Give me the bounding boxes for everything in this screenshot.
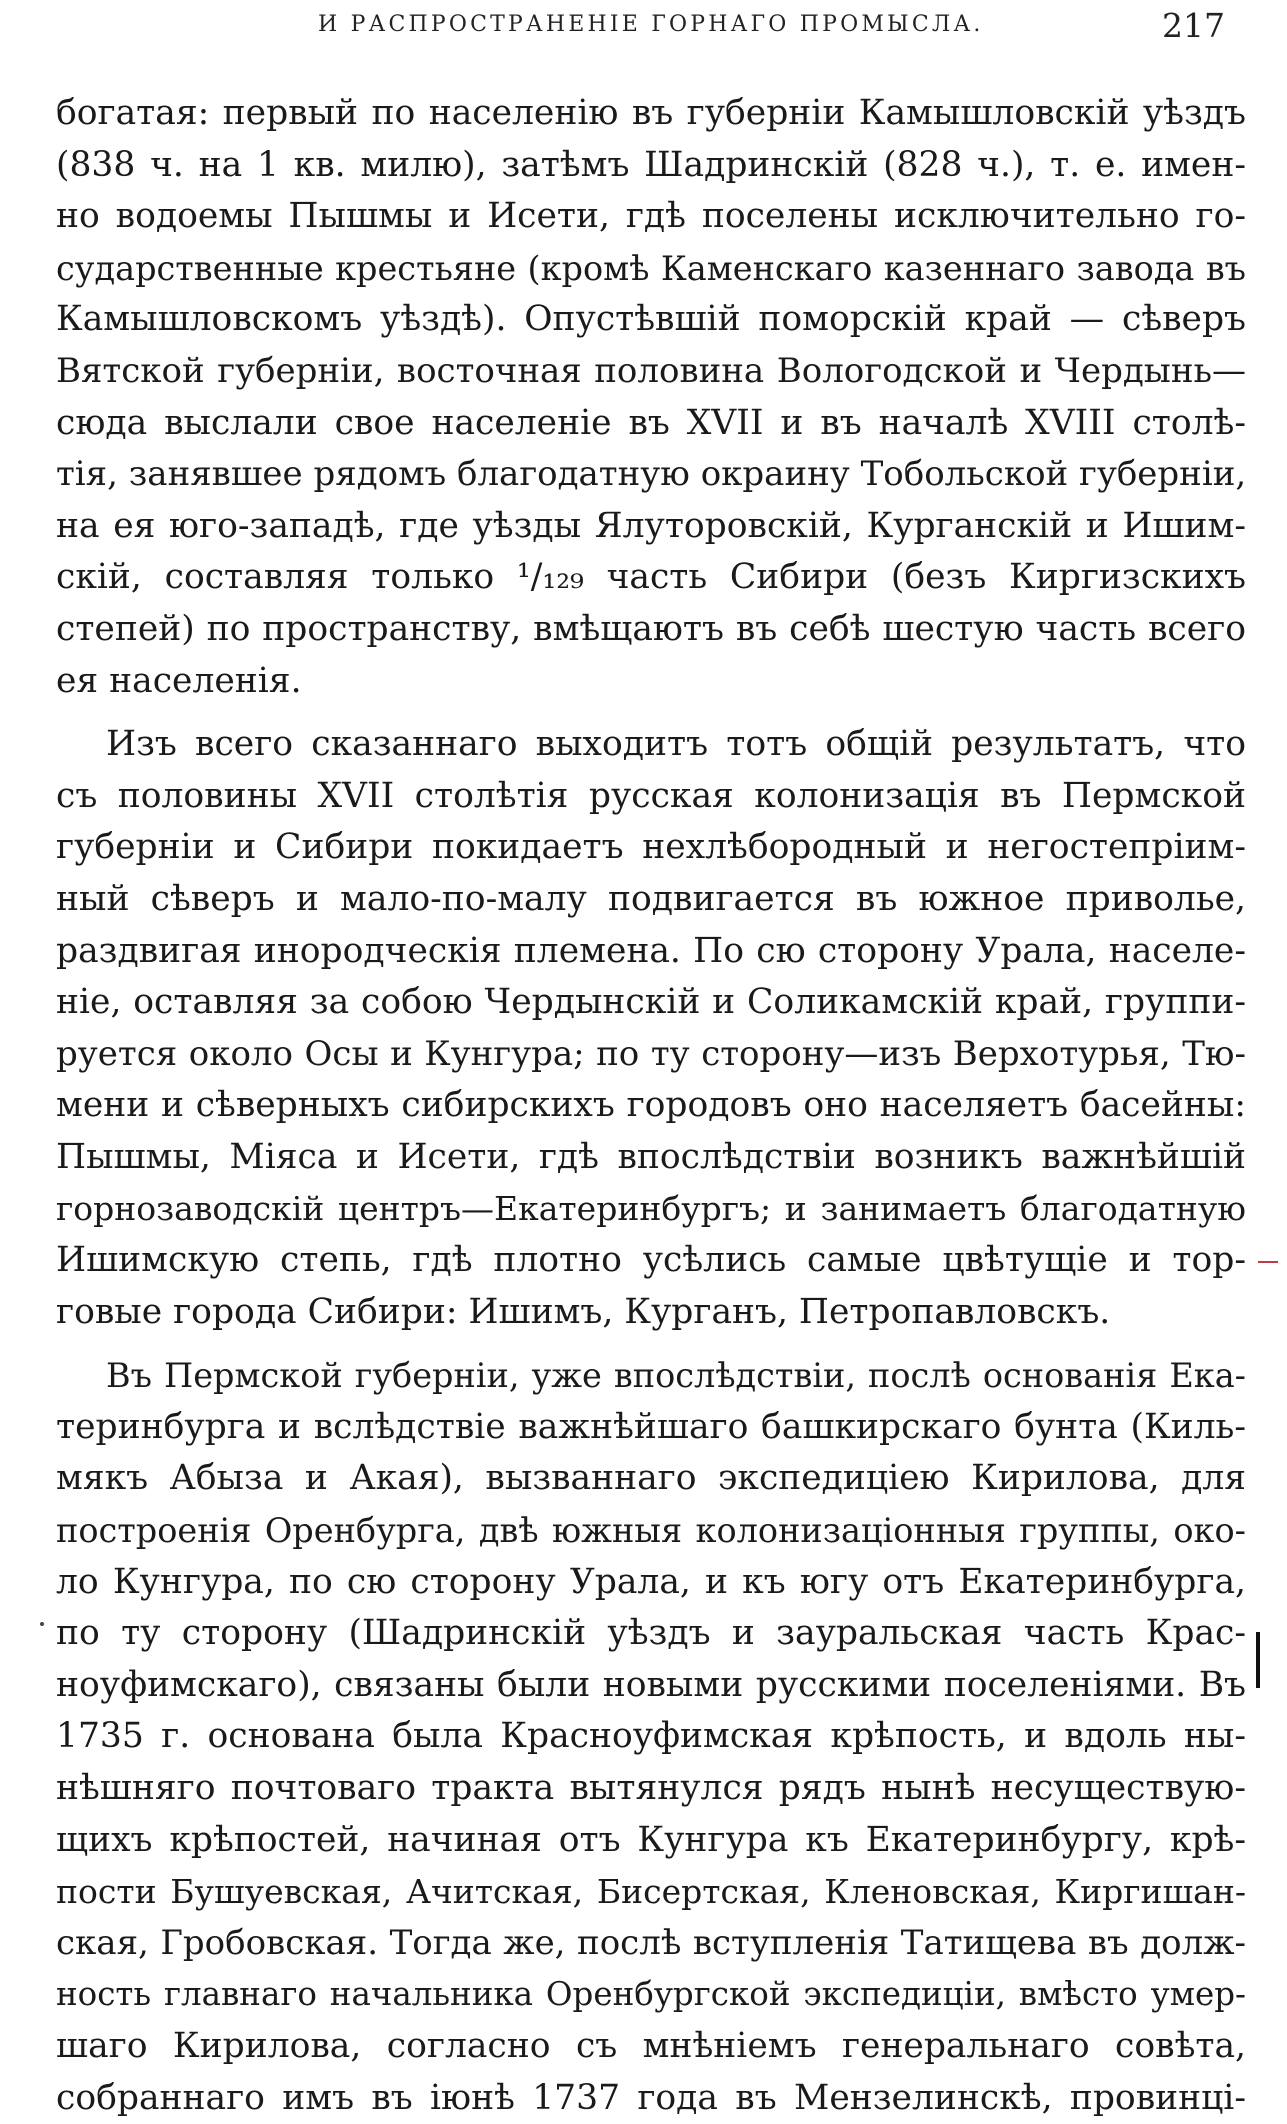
text-line: губерніи и Сибири покидаетъ нехлѣбородный и негостепріим-: [56, 827, 1246, 868]
text-line: нѣшняго почтоваго тракта вытянулся рядъ нынѣ несуществую-: [56, 1768, 1246, 1808]
text-line: Камышловскомъ уѣздѣ). Опустѣвшій поморскій край — сѣверъ: [56, 299, 1246, 340]
running-header: И РАСПРОСТРАНЕНІЕ ГОРНАГО ПРОМЫСЛА.: [318, 12, 984, 37]
margin-dot-mark: [40, 1622, 44, 1626]
text-line: щихъ крѣпостей, начиная отъ Кунгура къ Екатеринбургу, крѣ-: [56, 1819, 1246, 1860]
text-line: 1735 г. основана была Красноуфимская крѣпость, и вдоль ны-: [56, 1716, 1246, 1757]
text-line: теринбурга и вслѣдствіе важнѣйшаго башкирскаго бунта (Киль-: [56, 1406, 1246, 1447]
text-line: ло Кунгура, по сю сторону Урала, и къ югу отъ Екатеринбурга,: [56, 1561, 1246, 1602]
text-line: степей) по пространству, вмѣщаютъ въ себѣ шестую часть всего: [56, 608, 1246, 649]
text-line: тія, занявшее рядомъ благодатную окраину Тобольской губерніи,: [56, 454, 1247, 495]
page-number: 217: [1162, 6, 1225, 45]
text-line: богатая: первый по населенію въ губерніи Камышловскій уѣздъ: [56, 93, 1246, 133]
text-line: съ половины XVII столѣтія русская колонизація въ Пермской: [56, 775, 1246, 816]
text-line: собраннаго имъ въ іюнѣ 1737 года въ Мензелинскѣ, провинці-: [56, 2077, 1246, 2118]
margin-bar-mark: [1256, 1632, 1260, 1688]
text-line: руется около Осы и Кунгура; по ту сторону—изъ Верхотурья, Тю-: [56, 1033, 1246, 1074]
text-line: ская, Гробовская. Тогда же, послѣ вступленія Татищева въ долж-: [56, 1922, 1246, 1963]
text-line: ность главнаго начальника Оренбургской экспедиціи, вмѣсто умер-: [56, 1975, 1246, 2014]
text-line: раздвигая инородческія племена. По сю сторону Урала, населе-: [56, 930, 1246, 971]
text-line: Вятской губерніи, восточная половина Вологодской и Чердынь—: [56, 350, 1246, 391]
margin-pencil-mark: [1258, 1261, 1278, 1263]
text-line: Ишимскую степь, гдѣ плотно усѣлись самые цвѣтущіе и тор-: [56, 1240, 1246, 1281]
text-line: Пышмы, Міяса и Исети, гдѣ впослѣдствіи возникъ важнѣйшій: [56, 1136, 1246, 1177]
text-line: пости Бушуевская, Ачитская, Бисертская, Кленовская, Киргишан-: [56, 1872, 1246, 1912]
text-line: на ея юго-западѣ, где уѣзды Ялуторовскій, Курганскій и Ишим-: [56, 505, 1246, 546]
text-line: ный сѣверъ и мало-по-малу подвигается въ южное приволье,: [56, 878, 1246, 919]
text-line: ноуфимскаго), связаны были новыми русскими поселеніями. Въ: [56, 1664, 1246, 1705]
text-line: по ту сторону (Шадринскій уѣздъ и зауральская часть Крас-: [56, 1613, 1246, 1654]
text-line: мени и сѣверныхъ сибирскихъ городовъ оно населяетъ басейны:: [56, 1085, 1246, 1126]
text-line: шаго Кирилова, согласно съ мнѣніемъ генеральнаго совѣта,: [56, 2025, 1246, 2066]
text-line: ея населенія.: [56, 660, 302, 701]
text-line: скій, составляя только ¹/₁₂₉ часть Сибири (безъ Киргизскихъ: [56, 557, 1246, 598]
text-line: говые города Сибири: Ишимъ, Курганъ, Петропавловскъ.: [56, 1291, 1111, 1332]
text-line: Изъ всего сказаннаго выходитъ тотъ общій результатъ, что: [106, 724, 1246, 765]
text-line: мякъ Абыза и Акая), вызваннаго экспедиціею Кирилова, для: [56, 1458, 1246, 1499]
text-line: сударственные крестьяне (кромѣ Каменскаго казеннаго завода въ: [56, 248, 1246, 288]
text-line: ніе, оставляя за собою Чердынскій и Соликамскій край, группи-: [56, 982, 1246, 1023]
text-line: Въ Пермской губерніи, уже впослѣдствіи, послѣ основанія Ека-: [106, 1356, 1246, 1396]
text-line: горнозаводскій центръ—Екатеринбургъ; и занимаетъ благодатную: [56, 1189, 1246, 1229]
text-line: но водоемы Пышмы и Исети, гдѣ поселены исключительно го-: [56, 196, 1246, 237]
text-line: сюда выслали свое населеніе въ XVII и въ началѣ XVIII столѣ-: [56, 402, 1246, 443]
text-line: (838 ч. на 1 кв. милю), затѣмъ Шадринскій (828 ч.), т. е. имен-: [56, 144, 1246, 185]
text-line: построенія Оренбурга, двѣ южныя колонизаціонныя группы, око-: [56, 1511, 1246, 1551]
body-text: [56, 88, 1246, 2124]
